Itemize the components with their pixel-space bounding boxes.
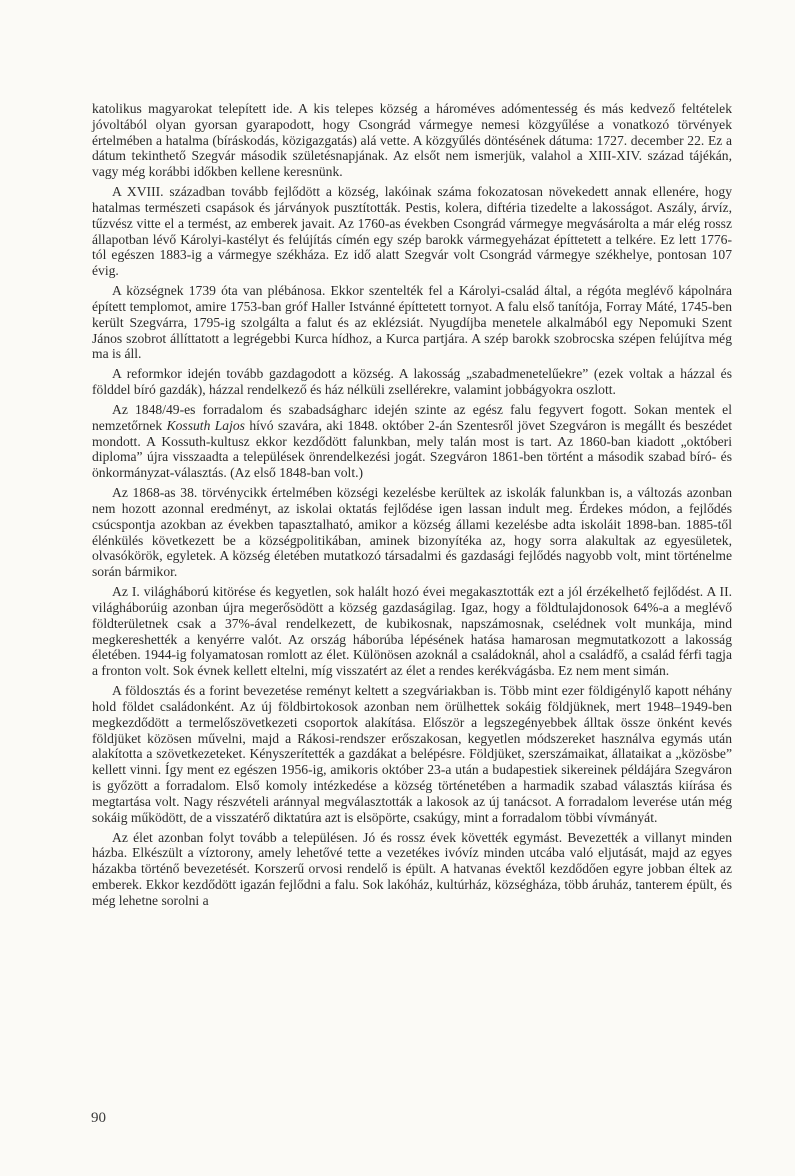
paragraph-text: A községnek 1739 óta van plébánosa. Ekkor szentelték fel a Károlyi-család által, a régóta meglévő kápolnára épített templomot, amire 1753-ban gróf Haller Istvánné építtetett tornyot. A falu első tanítója, Forray Máté, 1745-ben került Szegvárra, 1795-ig szolgálta a falut és az eklézsiát. Nyugdíjba menetele alkalmából egy Nepomuki Szent János szobrot állíttatott a legrégebbi Kurca hídhoz, a Kurca partjára. A szép barokk szobrocska szépen felújítva még ma is áll. (92, 283, 732, 362)
paragraph-text: Az 1848/49-es forradalom és szabadságharc idején szinte az egész falu fegyvert fogott. Sokan mentek el nemzetőrnek (92, 402, 732, 433)
paragraph-text: Az I. világháború kitörése és kegyetlen, sok halált hozó évei megakasztották ezt a jól érzékelhető fejlődést. A II. világháborúig azonban újra megerősödött a község gazdaságilag. Igaz, hogy a földtulajdonosok 64%-a a meglévő földterületnek csak a 37%-ával rendelkezett, de kubikosnak, napszámosnak, cselédnek volt munkája, mind megkereshették a kenyérre valót. Az ország háborúba lépésének hatása hamarosan megmutatkozott a lakosság életében. 1944-ig folyamatosan romlott az élet. Különösen azoknál a családoknál, ahol a családfő, a család férfi tagja a fronton volt. Sok évnek kellett eltelni, míg visszatért az élet a rendes kerékvágásba. Ez nem ment simán. (92, 584, 732, 679)
paragraph (92, 584, 732, 679)
page-number: 90 (91, 1110, 106, 1126)
paragraph (92, 830, 732, 909)
paragraph-text: A reformkor idején tovább gazdagodott a község. A lakosság „szabadmenetelűekre” (ezek voltak a házzal és földdel bíró gazdák), házzal rendelkező és ház nélküli zsellérekre, valamint jobbágyokra oszlott. (92, 366, 732, 398)
paragraph-text: Az élet azonban folyt tovább a településen. Jó és rossz évek követték egymást. Bevezették a villanyt minden házba. Elkészült a víztorony, amely lehetővé tette a vezetékes ivóvíz minden utcába való eljutását, majd az egyes házakba történő bevezetését. Korszerű orvosi rendelő is épült. A hatvanas évektől kezdődően egyre jobban éltek az emberek. Ekkor kezdődött igazán fejlődni a falu. Sok lakóház, kultúrház, községháza, több áruház, tanterem épült, és még lehetne sorolni a (92, 829, 732, 908)
paragraph (92, 402, 732, 481)
body-text (92, 101, 732, 909)
paragraph-text: Az 1868-as 38. törvénycikk értelmében községi kezelésbe kerültek az iskolák falunkban is, a változás azonban nem hozott azonnal eredményt, az iskolai oktatás fejlődése igen lassan indult meg. Érdekes módon, a fejlődés csúcspontja azokban az években tapasztalható, amikor a község állami kezelésbe adta iskoláit 1898-ban. 1885-től élénkülés következett be a községpolitikában, aminek bizonyítéka az, hogy sorra alakultak az egyesületek, olvasókörök, egyletek. A község életében mutatkozó társadalmi és gazdasági fejlődés nagyobb volt, mint történelme során bármikor. (92, 485, 732, 580)
paragraph (92, 283, 732, 362)
paragraph-text: A XVIII. században tovább fejlődött a község, lakóinak száma fokozatosan növekedett annak ellenére, hogy hatalmas természeti csapások és járványok pusztították. Pestis, kolera, diftéria tizedelte a lakosságot. Aszály, árvíz, tűzvész vitte el a termést, az emberek javait. Az 1760-as években Csongrád vármegye megvásárolta a már elég rossz állapotban lévő Károlyi-kastélyt és felújítás címén egy szép barokk vármegyeházat építtetett a telkére. Ez lett 1776-tól egészen 1883-ig a vármegye székháza. Ez idő alatt Szegvár volt Csongrád vármegye székhelye, pontosan 107 évig. (92, 184, 732, 279)
paragraph-text: hívó szavára, aki 1848. október 2-án Szentesről jövet Szegváron is megállt és beszédet mondott. A Kossuth-kultusz ekkor kezdődött falunkban, mely talán most is tart. Az 1860-ban kiadott „októberi diploma” újra visszaadta a települések önrendelkezési jogát. Szegváron 1861-ben történt a második szabad bíró- és önkormányzat-választás. (Az első 1848-ban volt.) (92, 417, 732, 481)
paragraph-text: A földosztás és a forint bevezetése reményt keltett a szegváriakban is. Több mint ezer földigénylő kapott néhány hold földet családonként. Az új földbirtokosok azonban nem örülhettek sokáig földjüknek, mert 1948–1949-ben megkezdődött a termelőszövetkezeti csoportok alakítása. Először a legszegényebbek álltak össze önként kevés földjüket közösen művelni, majd a Rákosi-rendszer erőszakosan, kegyetlen módszereket használva egymás után alakította a szövetkezeteket. Kényszerítették a gazdákat a belépésre. Földjüket, szerszámaikat, állataikat a „közösbe” kellett vinni. Így ment ez egészen 1956-ig, amikoris október 23-a után a budapestiek sikereinek példájára Szegváron is győzött a forradalom. Első komoly intézkedése a község történetében a harmadik szabad választás kiírása és megtartása volt. Nagy részvételi aránnyal megválasztották a lakosok az új tanácsot. A forradalom leverése után még sokáig működött, de a visszatérő diktatúra azt is elsöpörte, csakúgy, mint a forradalom többi vívmányát. (92, 683, 732, 825)
paragraph (92, 485, 732, 580)
paragraph (92, 366, 732, 398)
italic-text: Kossuth Lajos (166, 417, 245, 433)
paragraph (92, 683, 732, 825)
paragraph (92, 184, 732, 279)
paragraph-text: katolikus magyarokat telepített ide. A kis telepes község a hároméves adómentesség és más kedvező feltételek jóvoltából olyan gyorsan gyarapodott, hogy Csongrád vármegye nemesi közgyűlése a vonatkozó törvények értelmében a hatalma (bíráskodás, közigazgatás) alá vette. A közgyűlés döntésének dátuma: 1727. december 22. Ez a dátum tekinthető Szegvár második születésnapjának. Az elsőt nem ismerjük, valahol a XIII-XIV. század tájékán, vagy még korábbi időkben kellene keresnünk. (92, 101, 732, 180)
paragraph (92, 101, 732, 180)
